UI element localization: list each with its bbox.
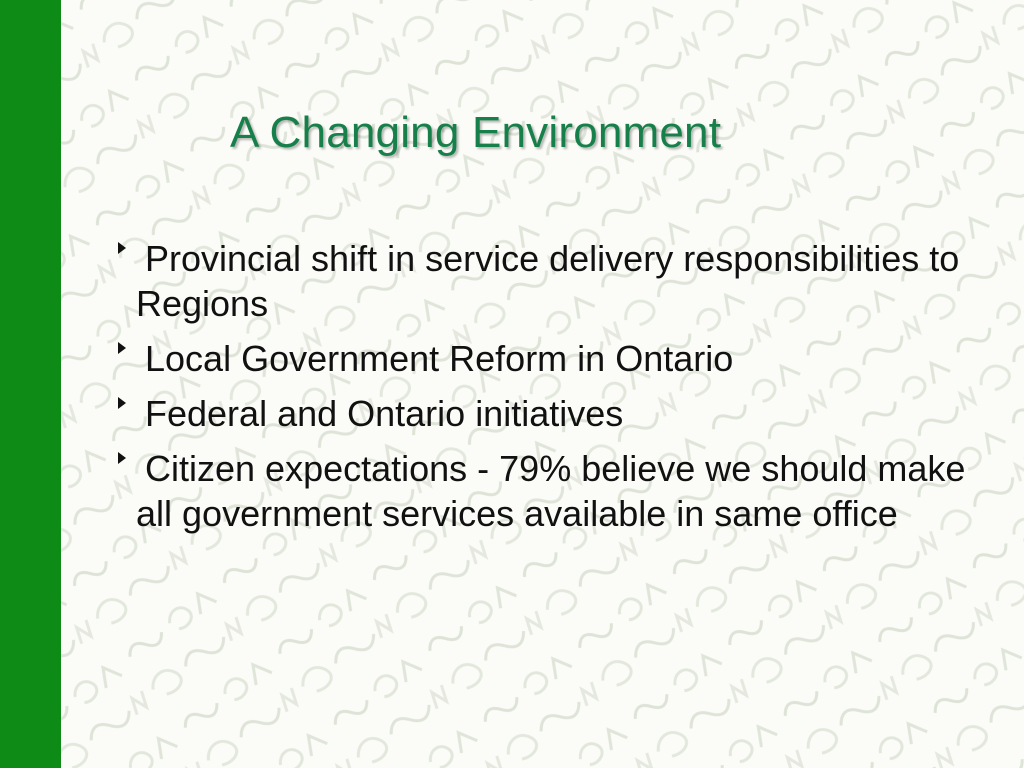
bullet-text: Federal and Ontario initiatives — [145, 393, 624, 434]
triangle-bullet-icon — [118, 397, 126, 409]
bullet-item — [110, 391, 970, 436]
triangle-bullet-icon — [118, 242, 126, 254]
bullet-text: Provincial shift in service delivery responsibilities to Regions — [136, 238, 960, 324]
slide-title: A Changing Environment — [230, 108, 722, 157]
green-side-bar — [0, 0, 61, 768]
triangle-bullet-icon — [118, 342, 126, 354]
bullet-item — [110, 336, 970, 381]
bullet-text: Citizen expectations - 79% believe we should make all government services available in same office — [136, 448, 966, 534]
bullet-item — [110, 446, 970, 536]
triangle-bullet-icon — [118, 452, 126, 464]
bullet-item — [110, 236, 970, 326]
bullet-list — [110, 236, 970, 546]
bullet-text: Local Government Reform in Ontario — [145, 338, 734, 379]
